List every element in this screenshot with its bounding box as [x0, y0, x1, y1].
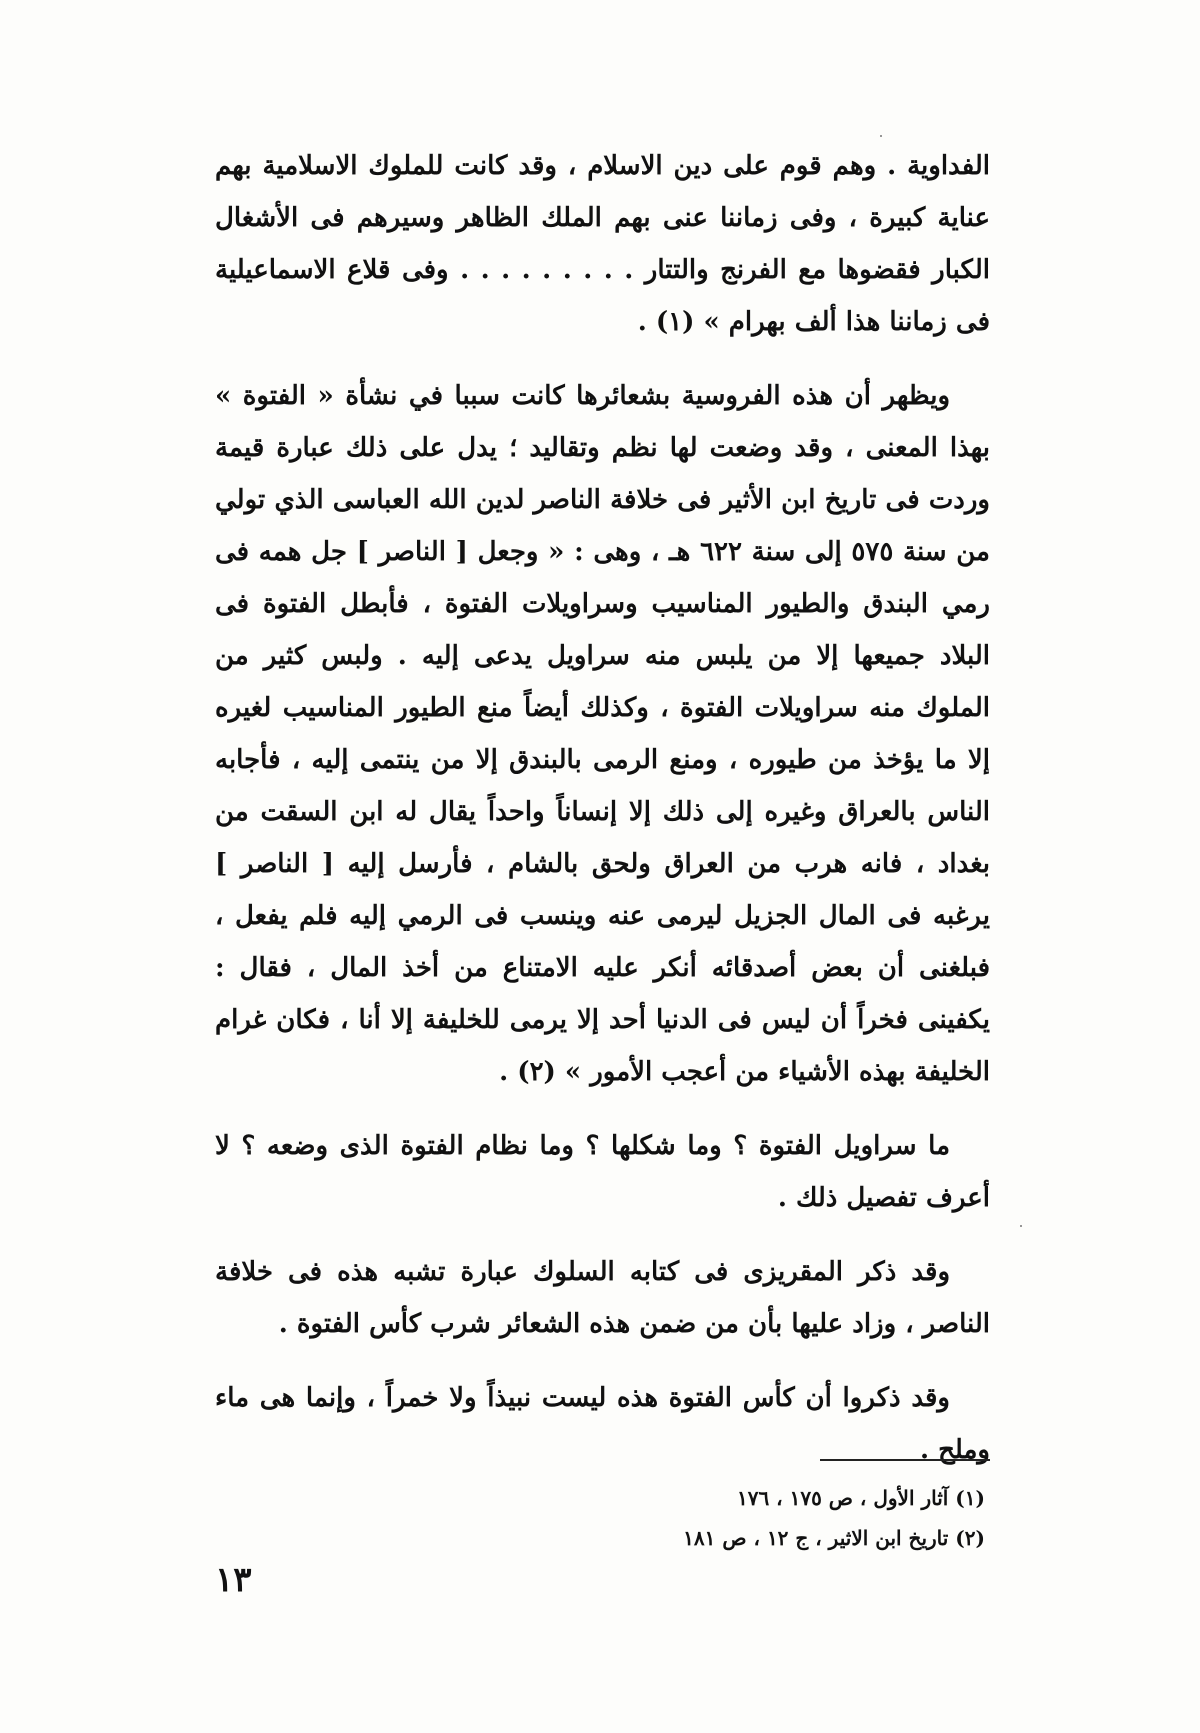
footnote-2: (٢) تاريخ ابن الاثير ، ج ١٢ ، ص ١٨١ [683, 1526, 985, 1550]
body-text [215, 140, 990, 1498]
scan-speck [880, 135, 882, 137]
paragraph-5: وقد ذكروا أن كأس الفتوة هذه ليست نبيذاً ولا خمراً ، وإنما هى ماء وملح . [215, 1383, 990, 1465]
paragraph-4: وقد ذكر المقريزى فى كتابه السلوك عبارة تشبه هذه فى خلافة الناصر ، وزاد عليها بأن من ضمن هذه الشعائر شرب كأس الفتوة . [215, 1257, 990, 1339]
paragraph-2: ويظهر أن هذه الفروسية بشعائرها كانت سببا في نشأة « الفتوة » بهذا المعنى ، وقد وضعت لها نظم وتقاليد ؛ يدل على ذلك عبارة قيمة وردت فى تاريخ ابن الأثير فى خلافة الناصر لدين الله العباسى الذي تولي من سنة ٥٧٥ إلى سنة ٦٢٢ هـ ، وهى : « وجعل [ الناصر ] جل همه فى رمي البندق والطيور المناسيب وسراويلات الفتوة ، فأبطل الفتوة فى البلاد جميعها إلا من يلبس منه سراويل يدعى إليه . ولبس كثير من الملوك منه سراويلات الفتوة ، وكذلك أيضاً منع الطيور المناسيب لغيره إلا ما يؤخذ من طيوره ، ومنع الرمى بالبندق إلا من ينتمى إليه ، فأجابه الناس بالعراق وغيره إلى ذلك إلا إنساناً واحداً يقال له ابن السقت من بغداد ، فانه هرب من العراق ولحق بالشام ، فأرسل إليه [ الناصر ] يرغبه فى المال الجزيل ليرمى عنه وينسب فى الرمي إليه فلم يفعل ، فبلغنى أن بعض أصدقائه أنكر عليه الامتناع من أخذ المال ، فقال : يكفينى فخراً أن ليس فى الدنيا أحد إلا يرمى للخليفة إلا أنا ، فكان غرام الخليفة بهذه الأشياء من أعجب الأمور » (٢) . [215, 381, 990, 1087]
paragraph-3: ما سراويل الفتوة ؟ وما شكلها ؟ وما نظام الفتوة الذى وضعه ؟ لا أعرف تفصيل ذلك . [215, 1131, 990, 1213]
footnote-divider [820, 1459, 990, 1461]
footnotes [485, 1478, 985, 1558]
scan-speck [1020, 1225, 1022, 1227]
paragraph-1: الفداوية . وهم قوم على دين الاسلام ، وقد كانت للملوك الاسلامية بهم عناية كبيرة ، وفى زماننا عنى بهم الملك الظاهر وسيرهم فى الأشغال الكبار فقضوها مع الفرنج والتتار . . . . . . . . . وفى قلاع الاسماعيلية فى زماننا هذا ألف بهرام » (١) . [215, 151, 990, 337]
footnote-1: (١) آثار الأول ، ص ١٧٥ ، ١٧٦ [736, 1486, 985, 1510]
page-number: ١٣ [215, 1560, 252, 1600]
